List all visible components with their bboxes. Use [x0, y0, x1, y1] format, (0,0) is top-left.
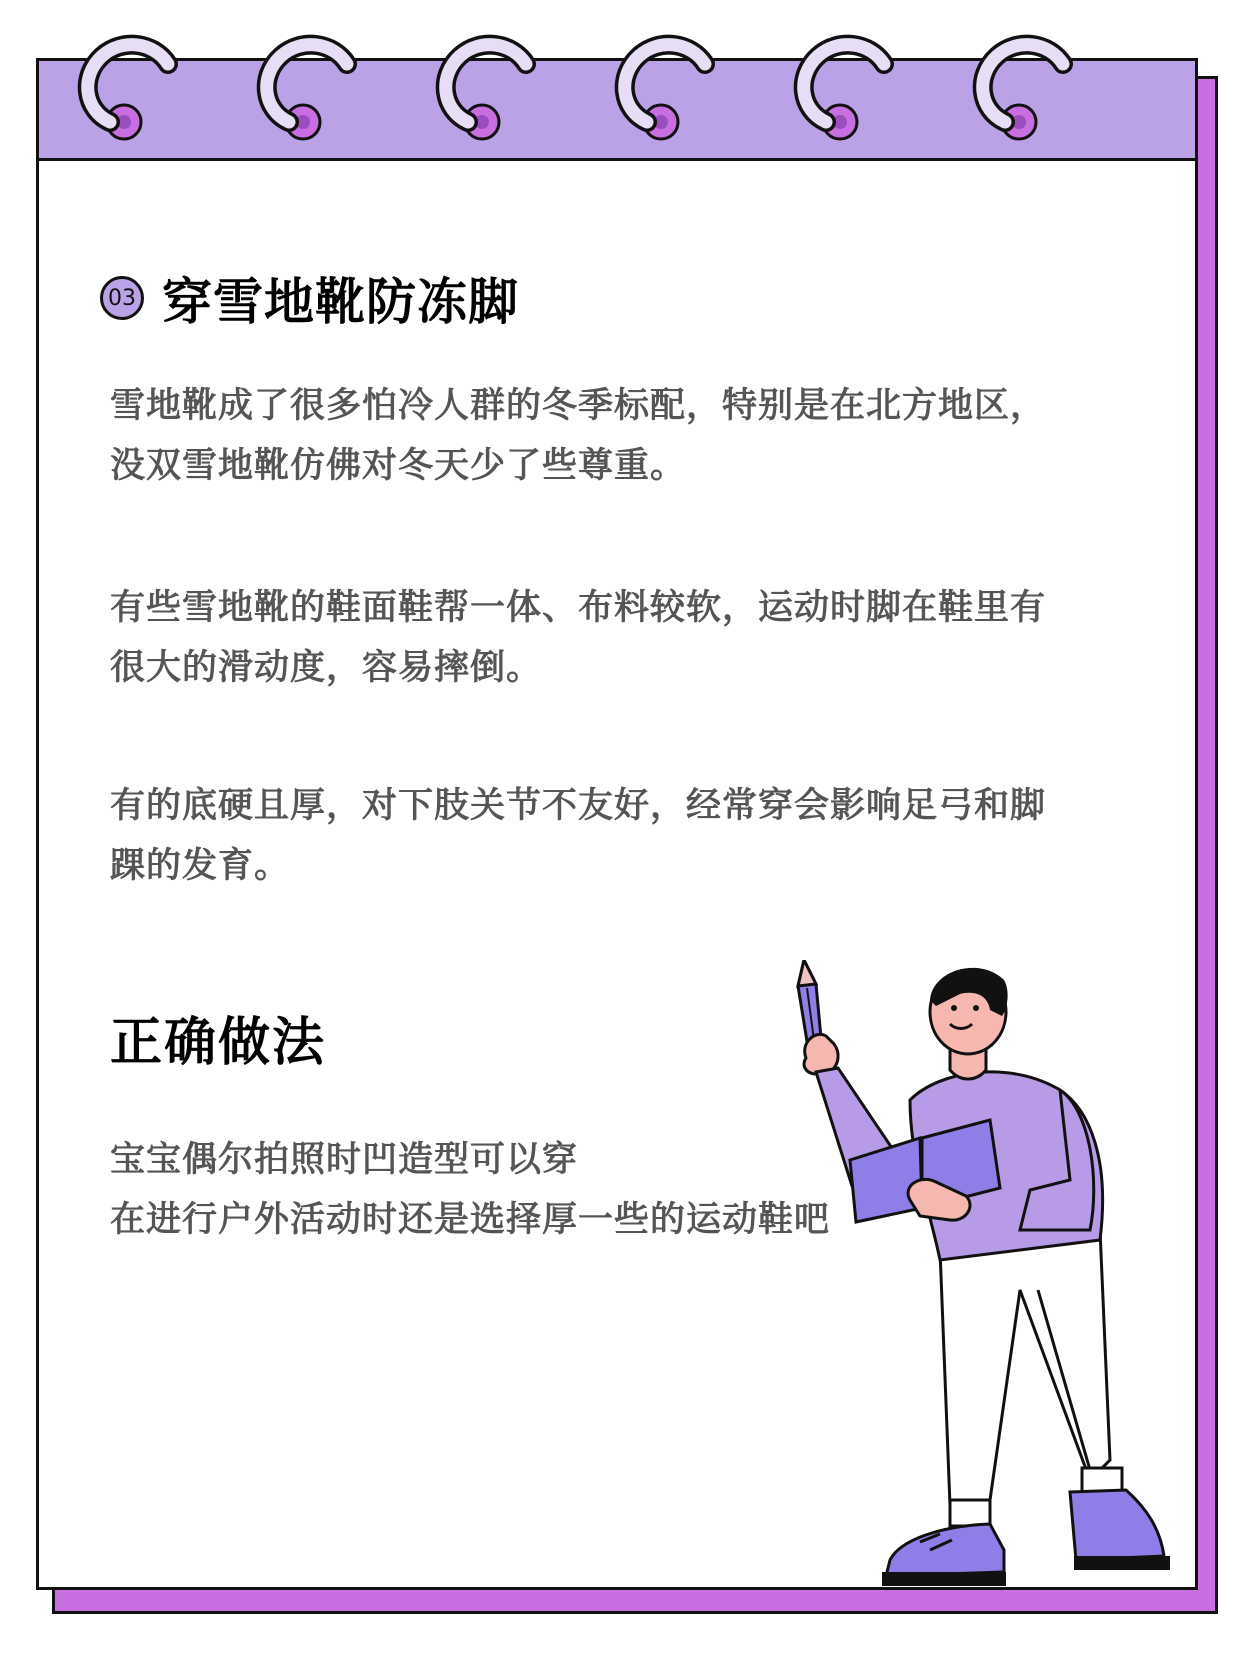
paragraph-3	[110, 776, 1170, 896]
number-badge-icon	[100, 276, 144, 320]
spiral-binding	[0, 0, 1242, 170]
spiral-ring-icon	[267, 45, 347, 139]
spiral-ring-icon	[804, 45, 884, 139]
spiral-ring-icon	[625, 45, 705, 139]
solution-line: 在进行户外活动时还是选择厚一些的运动鞋吧	[110, 1200, 831, 1240]
section-number: 03	[108, 285, 136, 311]
section-title-text: 穿雪地靴防冻脚	[162, 273, 519, 331]
spiral-ring-icon	[88, 45, 168, 139]
paragraph-line: 雪地靴成了很多怕冷人群的冬季标配，特别是在北方地区，	[110, 386, 1047, 426]
spiral-ring-icon	[446, 45, 526, 139]
person-with-book-illustration	[790, 960, 1230, 1650]
section-title	[100, 262, 519, 334]
spiral-ring-icon	[983, 45, 1063, 139]
paragraph-2	[110, 578, 1170, 698]
paragraph-line: 有些雪地靴的鞋面鞋帮一体、布料较软，运动时脚在鞋里有	[110, 588, 1047, 628]
solution-heading: 正确做法	[110, 1013, 327, 1073]
paragraph-line: 没双雪地靴仿佛对冬天少了些尊重。	[110, 446, 687, 486]
paragraph-1	[110, 376, 1170, 496]
paragraph-line: 很大的滑动度，容易摔倒。	[110, 648, 543, 688]
paragraph-line: 踝的发育。	[110, 846, 291, 886]
solution-line: 宝宝偶尔拍照时凹造型可以穿	[110, 1140, 579, 1180]
paragraph-line: 有的底硬且厚，对下肢关节不友好，经常穿会影响足弓和脚	[110, 786, 1047, 826]
